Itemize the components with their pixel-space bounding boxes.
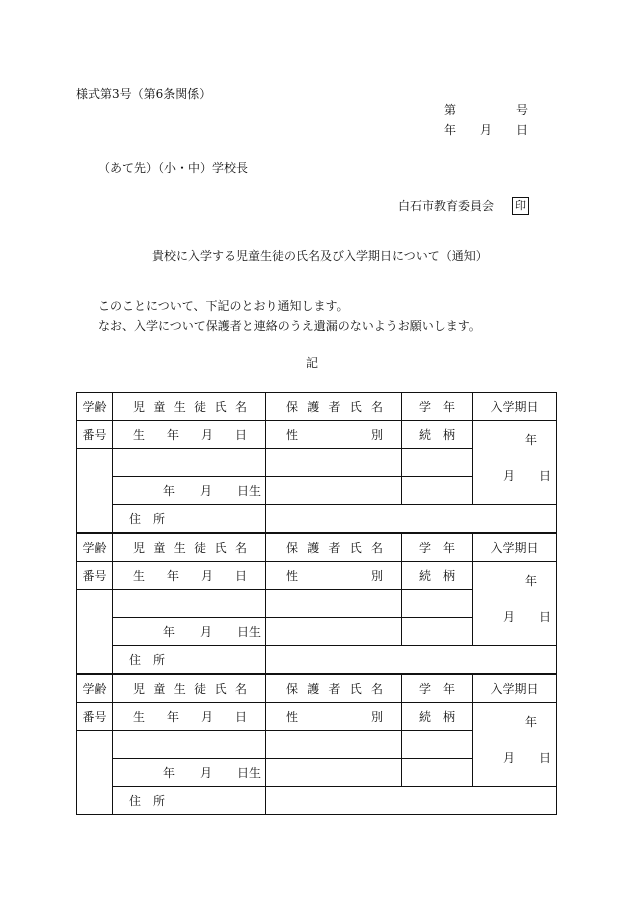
entry-year: 年 [525,433,538,447]
entry-month: 月 [503,751,516,765]
student-name-header: 児 童 生 徒 氏 名 [113,534,266,562]
grade-cell [402,590,473,618]
birth-date-cell: 年 月 日生 [113,477,266,505]
date-label: 年 月 日 [444,123,529,137]
student-name-header: 児 童 生 徒 氏 名 [113,675,266,703]
gender-header: 性 別 [266,421,402,449]
age-number-cell [77,449,113,533]
gender-header: 性 別 [266,703,402,731]
age-label-top: 学齢 [77,675,113,703]
birth-header: 生 年 月 日 [113,421,266,449]
gender-cell [266,618,402,646]
registration-table-1 [76,392,557,533]
guardian-name-cell [266,590,402,618]
address-cell [266,646,557,674]
seal-stamp: 印 [512,197,529,215]
document-title: 貴校に入学する児童生徒の氏名及び入学期日について（通知） [152,249,488,263]
body-line-2: なお、入学について保護者と連絡のうえ遺漏のないようお願いします。 [98,319,481,333]
entry-date-header: 入学期日 [473,675,557,703]
entry-date-cell [473,562,557,646]
grade-header: 学 年 [402,675,473,703]
birth-date-cell: 年 月 日生 [113,618,266,646]
address-label: 住 所 [113,646,266,674]
grade-header: 学 年 [402,393,473,421]
relationship-cell [402,477,473,505]
guardian-name-header: 保 護 者 氏 名 [266,675,402,703]
guardian-name-cell [266,449,402,477]
address-cell [266,505,557,533]
sender-name: 白石市教育委員会 [398,199,495,213]
entry-date-cell [473,703,557,787]
age-number-cell [77,590,113,674]
relationship-header: 続 柄 [402,703,473,731]
birth-header: 生 年 月 日 [113,703,266,731]
student-name-cell [113,590,266,618]
relationship-header: 続 柄 [402,421,473,449]
addressee: （あて先）（小・中）学校長 [98,161,249,175]
address-label: 住 所 [113,505,266,533]
entry-date-header: 入学期日 [473,534,557,562]
entry-day: 日 [539,610,552,624]
entry-date-cell [473,421,557,505]
gender-cell [266,477,402,505]
relationship-cell [402,759,473,787]
student-name-cell [113,731,266,759]
grade-cell [402,731,473,759]
birth-date-cell: 年 月 日生 [113,759,266,787]
entry-day: 日 [539,469,552,483]
age-label-bottom: 番号 [77,703,113,731]
entry-year: 年 [525,574,538,588]
entry-month: 月 [503,610,516,624]
entry-day: 日 [539,751,552,765]
guardian-name-cell [266,731,402,759]
age-label-top: 学齢 [77,393,113,421]
relationship-header: 続 柄 [402,562,473,590]
document-number-label: 第 号 [444,103,529,117]
registration-table-3 [76,674,557,815]
age-number-cell [77,731,113,815]
guardian-name-header: 保 護 者 氏 名 [266,534,402,562]
grade-header: 学 年 [402,534,473,562]
birth-header: 生 年 月 日 [113,562,266,590]
registration-table-2 [76,533,557,674]
gender-header: 性 別 [266,562,402,590]
age-label-bottom: 番号 [77,421,113,449]
entry-date-header: 入学期日 [473,393,557,421]
ki-label: 記 [306,356,319,370]
address-cell [266,787,557,815]
relationship-cell [402,618,473,646]
body-line-1: このことについて、下記のとおり通知します。 [98,299,349,313]
age-label-bottom: 番号 [77,562,113,590]
gender-cell [266,759,402,787]
grade-cell [402,449,473,477]
address-label: 住 所 [113,787,266,815]
form-number: 様式第3号（第6条関係） [76,87,212,101]
entry-month: 月 [503,469,516,483]
guardian-name-header: 保 護 者 氏 名 [266,393,402,421]
student-name-header: 児 童 生 徒 氏 名 [113,393,266,421]
student-name-cell [113,449,266,477]
entry-year: 年 [525,715,538,729]
age-label-top: 学齢 [77,534,113,562]
